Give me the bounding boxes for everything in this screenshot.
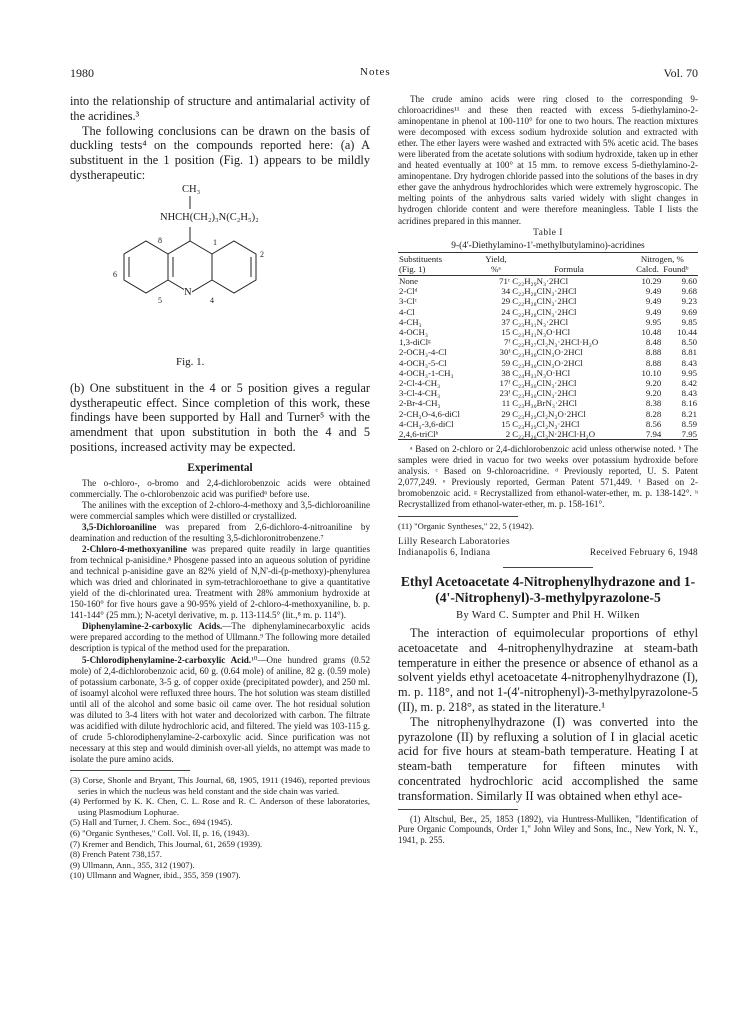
cell-found: 8.50 xyxy=(681,337,697,348)
position-4-label: 4 xyxy=(210,295,214,305)
cell-yield: 59 xyxy=(501,357,511,368)
cell-found: 8.81 xyxy=(681,347,697,358)
cell-substituent: 2,4,6-triClʰ xyxy=(398,429,481,440)
cell-calcd: 8.88 xyxy=(645,357,662,368)
footnote: (6) "Organic Syntheses," Coll. Vol. II, p. 16, (1943). xyxy=(70,827,250,838)
cell-formula: C₂₃H₃₁N₃O·HCl xyxy=(512,326,571,337)
cell-substituent: 2-Clᵈ xyxy=(399,286,418,297)
cell-calcd: 8.38 xyxy=(645,398,662,409)
column-header-nitrogen: Nitrogen, % Calcd. Foundᵇ xyxy=(627,252,698,275)
table-row xyxy=(398,275,698,286)
table-notes: ᵃ Based on 2-chloro or 2,4-dichlorobenzoic acid unless otherwise noted. ᵇ The samples were dried in vacuo for two weeks over potassium hydroxide before analysis. ᶜ Based on 9-chloroacridine. ᵈ Previously reported, U. S. Patent 2,077,249. ᵉ Previously reported, German Patent 571,449. ᶠ Based on 2-bromobenzoic acid. ᵍ Recrystallized from ethanol-water-ether, m. p. 138-142°. ʰ Recrystallized from ethanol-water-ether, m. p. 158-161°. xyxy=(398,444,698,510)
footnote-rule xyxy=(398,809,518,810)
right-column xyxy=(398,94,698,1004)
table-row xyxy=(398,388,698,398)
paragraph: The o-chloro-, o-bromo and 2,4-dichlorobenzoic acids were obtained commercially. The o-chlorobenzoic acid was purified⁶ before use. xyxy=(70,477,370,499)
cell-substituent: 1,3-diClᵍ xyxy=(399,337,431,348)
footnote: (11) "Organic Syntheses," 22, 5 (1942). xyxy=(398,520,534,531)
volume-number: Vol. 70 xyxy=(663,66,698,80)
page-header xyxy=(70,66,698,84)
position-2-label: 2 xyxy=(260,249,264,259)
received-date: Received February 6, 1948 xyxy=(589,548,698,559)
cell-yield: 17ᶠ xyxy=(499,378,511,388)
left-column xyxy=(70,94,370,1004)
cell-calcd: 8.56 xyxy=(645,418,662,429)
table-row xyxy=(398,307,698,317)
article-authors: By Ward C. Sumpter and Phil H. Wilken xyxy=(456,610,640,622)
table-row xyxy=(398,317,698,327)
cell-calcd: 8.28 xyxy=(645,408,662,419)
table-row xyxy=(398,327,698,337)
paragraph: The nitrophenylhydrazone (I) was converted into the pyrazolone (II) by refluxing a solution of I in glacial acetic acid for five hours at steam-bath temperature. Heating I at steam-bath temperature for fifteen minutes with concentrated hydrochloric acid accomplished the same transformation. Similarly II was obtained when ethyl ace- xyxy=(398,714,698,803)
cell-yield: 34 xyxy=(501,286,511,297)
table-title: 9-(4'-Diethylamino-1'-methylbutylamino)-acridines xyxy=(451,240,645,251)
methyl-label: CH₃ xyxy=(182,183,201,195)
column-header-formula: Formula xyxy=(511,252,626,275)
cell-formula: C₂₃H₃₀ClN₃O·2HCl xyxy=(512,347,583,358)
cell-yield: 15 xyxy=(501,326,511,337)
table-caption: Table I xyxy=(533,227,563,238)
table-body xyxy=(398,275,698,439)
laboratory-city: Indianapolis 6, Indiana xyxy=(398,548,491,559)
cell-substituent: 4-OCH₃ xyxy=(399,326,428,337)
paragraph: (b) One substituent in the 4 or 5 position gives a regular dystherapeutic effect. Since completion of this work, these findings have been supported by Hall and Turner⁵ with the amendment that upon substitution in both the 4 and 5 positions, increased activity may be expected. xyxy=(70,380,370,454)
footnotes xyxy=(70,775,370,881)
paragraph: into the relationship of structure and antimalarial activity of the acridines.³ xyxy=(70,94,370,123)
cell-formula: C₂₂H₂₈ClN₃·2HCl xyxy=(512,286,577,297)
cell-formula: C₂₃H₃₀ClN₃O·2HCl xyxy=(512,357,583,368)
cell-yield: 29 xyxy=(501,408,511,419)
cell-calcd: 9.95 xyxy=(645,316,662,327)
cell-formula: C₂₂H₂₉N₃·2HCl xyxy=(512,275,569,286)
cell-yield: 7ᶠ xyxy=(503,337,511,348)
figure-caption: Fig. 1. xyxy=(176,355,205,368)
cell-calcd: 10.29 xyxy=(641,275,662,286)
cell-calcd: 9.49 xyxy=(645,296,662,307)
cell-yield: 11 xyxy=(501,398,511,409)
table-row xyxy=(398,296,698,306)
paragraph-text: was prepared quite readily in large quantities from technical p-anisidine.⁸ Phosgene passed into an aqueous solution of pyridine and technical p-anisidine gave an 82% yield of N,N'-di-(p-methoxy)-phenylurea which was dried and chlorinated in sym-tetrachloroethane to give a quantitative yield of the di-chlorinated urea. Treatment with 28% ammonium hydroxide at 150-160° for five hours gave a 90-95% yield of 2-chloro-4-methoxyaniline, b. p. 141-144° (25 mm.); N-acetyl derivative, m. p. 113-114.5° (lit.,⁸ m. p. 114°). xyxy=(70,544,370,621)
cell-found: 9.69 xyxy=(681,306,697,317)
position-8-label: 8 xyxy=(158,235,162,245)
footnote: (1) Altschul, Ber., 25, 1853 (1892), via Huntress-Mulliken, "Identification of Pure Organic Compounds, Order 1," John Wiley and Sons, Inc., New York, N. Y., 1941, p. 255. xyxy=(398,813,698,846)
paragraph xyxy=(70,621,370,654)
cell-substituent: 2-Br-4-CH₃ xyxy=(399,398,441,409)
cell-found: 9.60 xyxy=(681,275,697,286)
cell-calcd: 9.49 xyxy=(645,306,662,317)
running-head: Notes xyxy=(360,66,391,78)
cell-found: 10.44 xyxy=(677,326,697,337)
cell-found: 7.95 xyxy=(662,429,698,440)
cell-yield: 30ᶠ xyxy=(499,347,511,358)
run-in-heading: 3,5-Dichloroaniline xyxy=(82,521,157,532)
cell-substituent: 3-Cl-4-CH₃ xyxy=(399,388,441,399)
column-header-substituents: Substituents (Fig. 1) xyxy=(398,252,481,275)
paragraph-text: was prepared from 2,6-dichloro-4-nitroaniline by deamination and reduction of the resulting 3,5-dichloronitrobenzene.⁷ xyxy=(70,521,370,543)
section-heading: Experimental xyxy=(187,461,253,474)
table-row xyxy=(398,358,698,368)
table-row xyxy=(398,419,698,429)
table-row xyxy=(398,337,698,347)
footnote-rule xyxy=(398,516,518,517)
footnote: (8) French Patent 738,157. xyxy=(70,849,162,860)
cell-yield: 71ᶜ xyxy=(499,275,511,286)
cell-found: 9.23 xyxy=(681,296,697,307)
table-row xyxy=(398,398,698,408)
cell-formula: C₂₃H₃₀BrN₃·2HCl xyxy=(512,398,577,409)
footnote: (4) Performed by K. K. Chen, C. L. Rose and R. C. Anderson of these laboratories, using Plasmodium Lophurae. xyxy=(70,796,370,817)
footnote-rule xyxy=(70,770,190,771)
footnote: (9) Ullmann, Ann., 355, 312 (1907). xyxy=(70,859,195,870)
cell-substituent: None xyxy=(399,275,419,286)
cell-calcd: 10.48 xyxy=(641,326,662,337)
cell-substituent: 3-Clᶜ xyxy=(399,296,417,307)
cell-formula: C₂₃H₂₉Cl₂N₃O·2HCl xyxy=(512,408,586,419)
cell-formula: C₂₃H₃₀ClN₃·2HCl xyxy=(512,378,577,388)
cell-yield: 29 xyxy=(501,296,511,307)
acridines-table xyxy=(398,252,698,441)
cell-formula: C₂₂H₂₆Cl₃N·2HCl·H₂O xyxy=(511,429,626,440)
run-in-heading: 2-Chloro-4-methoxyaniline xyxy=(82,544,187,555)
paragraph xyxy=(70,544,370,621)
run-in-heading: 5-Chlorodiphenylamine-2-carboxylic Acid. xyxy=(82,654,252,665)
footnote: (5) Hall and Turner, J. Chem. Soc., 694 (1945). xyxy=(70,817,233,828)
table-row xyxy=(398,429,698,440)
cell-found: 9.68 xyxy=(681,286,697,297)
address-line xyxy=(398,548,698,559)
column-header-yield: Yield, %ᵃ xyxy=(481,252,512,275)
article-title: Ethyl Acetoacetate 4-Nitrophenylhydrazone and 1-(4'-Nitrophenyl)-3-methylpyrazolone-5 xyxy=(400,574,696,605)
cell-calcd: 10.10 xyxy=(641,367,662,378)
acridine-structure-figure xyxy=(70,183,370,381)
laboratory-name: Lilly Research Laboratories xyxy=(398,537,510,548)
cell-found: 8.43 xyxy=(681,388,697,399)
cell-found: 8.21 xyxy=(681,408,697,419)
paragraph xyxy=(70,522,370,544)
cell-substituent: 2-CH₃O-4,6-diCl xyxy=(399,408,460,419)
paragraph: The anilines with the exception of 2-chloro-4-methoxy and 3,5-dichloroaniline were commercial samples which were distilled or crystallized. xyxy=(70,499,370,521)
cell-found: 9.85 xyxy=(681,316,697,327)
cell-found: 8.43 xyxy=(681,357,697,368)
cell-calcd: 8.48 xyxy=(645,337,662,348)
cell-calcd: 7.94 xyxy=(627,429,663,440)
footnote: (10) Ullmann and Wagner, ibid., 355, 359 (1907). xyxy=(70,870,241,881)
cell-substituent: 4-CH₃ xyxy=(399,316,422,327)
cell-calcd: 9.20 xyxy=(645,388,662,399)
cell-formula: C₂₄H₃₃N₃O·HCl xyxy=(512,367,571,378)
table-row xyxy=(398,409,698,419)
table-row xyxy=(398,378,698,388)
cell-formula: C₂₃H₃₀ClN₃·2HCl xyxy=(512,388,577,399)
position-6-label: 6 xyxy=(113,269,117,279)
cell-formula: C₂₃H₃₁N₃·2HCl xyxy=(512,316,569,327)
cell-found: 8.16 xyxy=(681,398,697,409)
cell-formula: C₂₃H₂₉Cl₂N₃·2HCl xyxy=(512,418,580,429)
cell-substituent: 4-OCH₃-5-Cl xyxy=(399,357,447,368)
cell-substituent: 4-Cl xyxy=(399,306,415,317)
cell-substituent: 2-Cl-4-CH₃ xyxy=(399,378,441,388)
footnote: (3) Corse, Shonle and Bryant, This Journal, 68, 1905, 1911 (1946), reported previous series in which the nucleus was held constant and the side chain was varied. xyxy=(70,774,370,796)
cell-calcd: 9.20 xyxy=(645,378,662,388)
side-chain-label: NHCH(CH₂)₃N(C₂H₅)₂ xyxy=(160,211,259,223)
cell-substituent: 2-OCH₃-4-Cl xyxy=(399,347,447,358)
cell-yield: 23ᶠ xyxy=(499,388,511,399)
paragraph-text: —The diphenylaminecarboxylic acids were prepared according to the method of Ullmann.⁹ The following more detailed description is typical of the method used for the preparation. xyxy=(70,621,370,654)
cell-yield: 37 xyxy=(501,316,511,327)
cell-substituent: 4-OCH₃-1-CH₃ xyxy=(399,367,454,378)
table-row xyxy=(398,286,698,296)
paragraph xyxy=(70,655,370,765)
cell-formula: C₂₂H₂₇Cl₂N₃·2HCl·H₂O xyxy=(512,337,599,348)
cell-calcd: 9.49 xyxy=(645,286,662,297)
table-row xyxy=(398,368,698,378)
ring-nitrogen-label: N xyxy=(184,286,192,298)
run-in-heading: Diphenylamine-2-carboxylic Acids. xyxy=(82,621,223,632)
cell-calcd: 8.88 xyxy=(645,347,662,358)
cell-yield: 2 xyxy=(481,429,512,440)
section-rule xyxy=(503,567,593,568)
footnote: (7) Kremer and Bendich, This Journal, 61, 2659 (1939). xyxy=(70,838,263,849)
cell-formula: C₂₂H₂₈ClN₃·2HCl xyxy=(512,296,577,307)
cell-formula: C₂₂H₂₈ClN₃·2HCl xyxy=(512,306,577,317)
cell-substituent: 4-CH₃-3,6-diCl xyxy=(399,418,454,429)
position-1-label: 1 xyxy=(213,237,217,247)
cell-found: 8.42 xyxy=(681,378,697,388)
position-5-label: 5 xyxy=(158,295,162,305)
cell-found: 8.59 xyxy=(681,418,697,429)
page-number: 1980 xyxy=(70,66,94,80)
table-row xyxy=(398,347,698,357)
paragraph: The following conclusions can be drawn on the basis of duckling tests⁴ on the compounds reported here: (a) A substituent in the 1 position (Fig. 1) appears to be mildly dystherapeutic: xyxy=(70,123,370,182)
cell-yield: 38 xyxy=(501,367,511,378)
paragraph: The interaction of equimolecular proportions of ethyl acetoacetate and 4-nitrophenylhydrazine at steam-bath temperature in either the presence or absence of ethanol as a solvent yields ethyl acetoacetate 4-nitrophenylhydrazone (I), m. p. 118°, and not 1-(4'-nitrophenyl)-3-methylpyrazolone-5 (II), m. p. 218°, as stated in the literature.¹ xyxy=(398,626,698,715)
cell-found: 9.95 xyxy=(681,367,697,378)
cell-yield: 24 xyxy=(501,306,511,317)
paragraph-text: ¹⁰—One hundred grams (0.52 mole) of 2,4-dichlorobenzoic acid, 60 g. (0.64 mole) of aniline, 82 g. (0.59 mole) of potassium carbonate, 3-5 g. of copper oxide (precipitated powder), and 250 ml. of isoamyl alcohol were refluxed three hours. The hot solution was steam distilled until all of the alcohol and some basic oil came over. The hot residual solution was diluted to 3-4 liters with hot water and decolorized with carbon. The filtrate was acidified with dilute hydrochloric acid, and filtered. The yield was 103-115 g. of crude 5-chlorodiphenylamine-2-carboxylic acid. Since purification was not necessary at this step and would diminish over-all yields, no attempt was made to isolate the pure amino acids. xyxy=(70,654,370,764)
cell-yield: 15 xyxy=(501,418,511,429)
paragraph: The crude amino acids were ring closed to the corresponding 9-chloroacridines¹¹ and these then reacted with excess 5-diethylamino-2-aminopentane in phenol at 100-110° for one to two hours. The reaction mixtures were decomposed with excess sodium hydroxide solution and extracted with ether. The ether layers were washed and extracted with 5% acetic acid. The bases were liberated from the acetate solutions with sodium hydroxide, taken up in ether and heated eventually at 100° at 15 mm. to remove excess 5-diethylamino-2-aminopentane. Dry hydrogen chloride passed into the solutions of the bases in dry ether gave the anhydrous hydrochlorides which were extremely hygroscopic. The melting points of the anhydrous salts varied widely with slight changes in hydrogen chloride content and were therefore meaningless. Table I lists the acridines prepared in this manner. xyxy=(398,94,698,226)
